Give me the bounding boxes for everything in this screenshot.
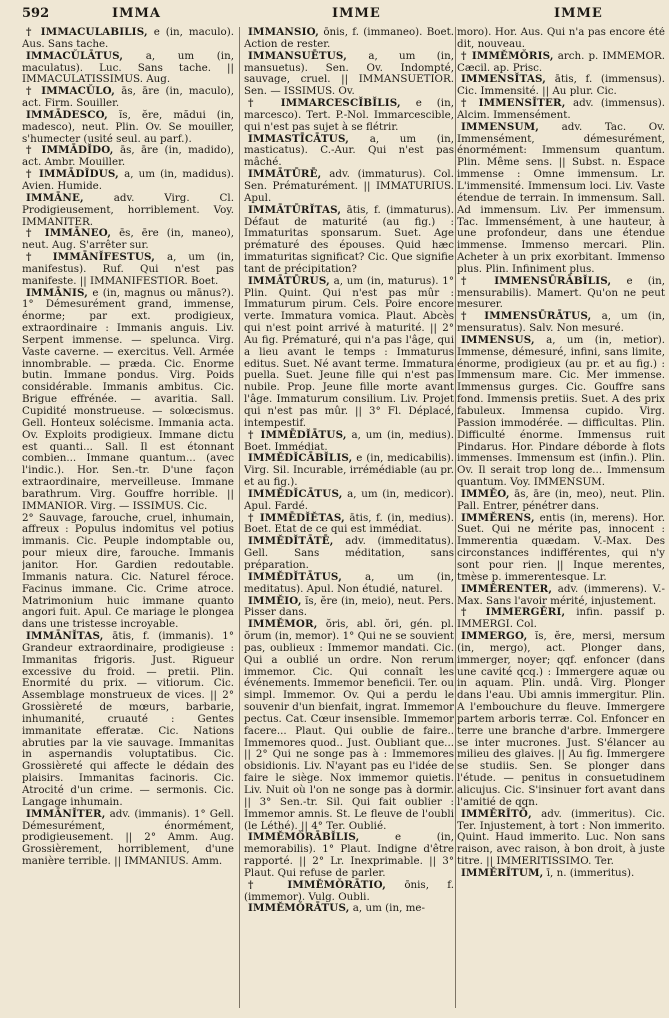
headword: † IMMĀDĬDUS,	[26, 168, 119, 181]
dictionary-entry	[244, 51, 454, 98]
headword: IMMĀNĬTAS,	[26, 630, 104, 643]
definition-text: a, um (in, maturus). 1° Plin. Quint. Qui n'est pas mûr : Immaturum pirum. Cels. Poire encore verte. Immatura vomica. Plaut. Abcès qui n'est point arrivé à maturité. || 2° Au fig. Prématuré, qui n'a pas l'âge, qui a lieu avant le temps : Immaturus editus. Suet. Né avant terme. Immatura puella. Suet. Jeune fille qui n'est pas nubile. Prop. Jeune fille morte avant l'âge. Immaturum consilium. Liv. Projet qui n'est pas mûr. || 3° Fl. Déplacé, intempestif.	[244, 274, 454, 429]
definition-text: adv. (immeritus). Cic. Ter. Injustement, à tort : Non immerito. Quint. Haud immerito. Luc. Non sans raison, avec raison, à bon droit, à juste titre. || IMMERITISSIMO. Ter.	[457, 807, 665, 868]
dictionary-entry	[457, 27, 665, 51]
headword: IMMĔDĬCĀBĬLIS,	[248, 452, 353, 465]
dictionary-entry	[22, 51, 234, 87]
dictionary-entry	[22, 252, 234, 288]
dictionary-entry	[457, 276, 665, 312]
headword: † IMMACŬLĀBĬLIS,	[26, 27, 148, 38]
headword: IMMĔMŎRĀTUS,	[248, 902, 350, 915]
headword: IMMĀNIS,	[26, 286, 89, 299]
dictionary-entry	[244, 572, 454, 596]
dictionary-entry	[22, 631, 234, 809]
dictionary-entry	[244, 453, 454, 489]
dictionary-entry	[244, 98, 454, 134]
dictionary-entry	[244, 880, 454, 904]
column-divider	[455, 27, 456, 1008]
dictionary-entry	[457, 584, 665, 608]
headword: IMMASTĪCĀTUS,	[248, 132, 350, 145]
definition-text: ās, āre (in, meo), neut. Plin. Pall. Entrer, pénétrer dans.	[457, 487, 665, 512]
headword: † IMMĒDĬĀTUS,	[248, 428, 347, 441]
running-head-left: IMMA	[112, 6, 161, 21]
definition-text: ĭs, ĕre (in, meio), neut. Pers. Pisser dans.	[244, 594, 454, 619]
headword: IMMĔRENS,	[461, 511, 535, 524]
dictionary-entry	[22, 145, 234, 169]
definition-text: e (in, medicabilis). Virg. Sil. Incurable, irrémédiable (au pr. et au fig.).	[244, 452, 454, 489]
headword: † IMMENSŪRĀTUS,	[461, 310, 592, 323]
dictionary-entry	[244, 169, 454, 205]
dictionary-entry	[457, 868, 665, 880]
page-number: 592	[22, 6, 50, 21]
headword: † IMMĀNĬFESTUS,	[26, 251, 156, 264]
definition-text: ĭs, ĕre, mersi, mersum (in, mergo), act. Plonger dans, immerger, noyer; qqf. enfoncer (dans une cavité qcq.) : Immergere aquæ ou in aquam. Plin. undâ. Virg. Plonger dans l'eau. Ubi amnis immergitur. Plin. A l'embouchure du fleuve. Immergere partem arboris terræ. Col. Enfoncer en terre une branche d'arbre. Immergere se inter mucrones. Just. S'élancer au milieu des glaives. || Au fig. Immergere se studiis. Sen. Se plonger dans l'étude. — penitus in consuetudinem alicujus. Cic. S'insinuer fort avant dans l'amitié de qqn.	[457, 630, 665, 808]
headword: IMMĀTŪRĬTAS,	[248, 203, 342, 216]
definition-text: ēs, ēre (in, maneo), neut. Aug. S'arrêter sur.	[22, 227, 234, 252]
dictionary-entry	[22, 513, 234, 631]
dictionary-entry	[244, 134, 454, 170]
headword: IMMĔRENTER,	[461, 582, 553, 595]
dictionary-entry	[244, 276, 454, 430]
definition-text: adv. (immanis). 1° Gell. Démesurément, énormément, prodigieusement. || 2° Amm. Aug. Grossièrement, horriblement, d'une manière terrible. || IMMANIUS. Amm.	[22, 807, 234, 868]
headword: † IMMĒDĬĔTAS,	[248, 511, 345, 524]
headword: IMMĔRĬTUM,	[461, 866, 544, 879]
dictionary-entry	[244, 489, 454, 513]
dictionary-entry	[457, 335, 665, 489]
dictionary-entry	[22, 809, 234, 868]
dictionary-entry	[244, 430, 454, 454]
headword: IMMĀDESCO,	[26, 108, 108, 121]
definition-text: moro). Hor. Aus. Qui n'a pas encore été dit, nouveau.	[457, 27, 665, 50]
definition-text: ātis, f. (immensus). Cic. Immensité. || Au plur. Cic.	[457, 73, 665, 98]
dictionary-entry	[22, 228, 234, 252]
headword: IMMĔRĬTŌ,	[461, 807, 532, 820]
dictionary-entry	[244, 832, 454, 879]
headword: IMMĔMŎRĀBĬLIS,	[248, 831, 360, 844]
definition-text: ī, n. (immeritus).	[546, 866, 635, 879]
headword: IMMANSUĒTUS,	[248, 49, 347, 62]
definition-text: a, um (in, medius). Boet. Immédiat.	[244, 428, 454, 453]
dictionary-entry	[22, 27, 234, 51]
definition-text: ās, āre (in, madido), act. Ambr. Mouiller.	[22, 144, 234, 169]
definition-text: a, um (in, maculatus). Luc. Sans tache. || IMMACULATISSIMUS. Aug.	[22, 49, 234, 86]
headword: IMMĔDĬTĀTĒ,	[248, 535, 334, 548]
dictionary-entry	[457, 489, 665, 513]
headword: † IMMERGĔRI,	[461, 606, 566, 619]
definition-text: e (in, magnus ou mānus?). 1° Démesurément grand, immense, énorme; par ext. prodigieux, extraordinaire : Immanis anguis. Liv. Serpent immense. — spelunca. Virg. Vaste caverne. — exercitus. Vell. Armée innombrable. — præda. Cic. Enorme butin. Immane pondus. Virg. Poids considérable. Immanis ambitus. Cic. Brigue effrénée. — avaritia. Sall. Cupidité monstrueuse. — solœcismus. Gell. Honteux solécisme. Immania acta. Ov. Exploits prodigieux. Immane dictu est quanti... Sall. Il est étonnant combien... Immane quantum... (avec l'indic.). Hor. Sen.-tr. D'une façon extraordinaire, merveilleuse. Immane barathrum. Virg. Gouffre horrible. || IMMANIOR. Virg. — ISSIMUS. Cic.	[22, 286, 234, 512]
definition-text: a, um (in, manifestus). Ruf. Qui n'est pas manifeste. || IMMANIFESTIOR. Boet.	[22, 251, 234, 287]
definition-text: a, um (in, mansuetus). Sen. Ov. Indompté, sauvage, cruel. || IMMANSUETIOR. Sen. — ISSIMUS. Ov.	[244, 49, 454, 98]
headword: † IMMĀDĬDO,	[26, 144, 114, 157]
definition-text: a, um (in, meditatus). Apul. Non étudié, naturel.	[244, 570, 454, 595]
definition-text: ōnis, f. (immaneo). Boet. Action de rester.	[244, 27, 454, 50]
running-head-center: IMME	[332, 6, 381, 21]
dictionary-entry	[457, 74, 665, 98]
definition-text: e (in, memorabilis). 1° Plaut. Indigne d'être rapporté. || 2° Lr. Inexprimable. || 3° Plaut. Qui refuse de parler.	[244, 831, 454, 879]
headword: IMMĀNE,	[26, 191, 84, 204]
dictionary-entry	[22, 86, 234, 110]
definition-text: ās, āre (in, maculo), act. Firm. Souiller.	[22, 85, 234, 110]
definition-text: a, um (in, masticatus). C.-Aur. Qui n'est pas mâché.	[244, 132, 454, 169]
running-head-right: IMME	[554, 6, 603, 21]
definition-text: e (in, marcesco). Tert. P.-Nol. Immarcescible, qui n'est pas sujet à se flétrir.	[244, 97, 454, 133]
definition-text: ātis, f. (immaturus). Défaut de maturité (au fig.) : Immaturitas sponsarum. Suet. Age prématuré des épouses. Quid hæc immaturitas significat? Cic. Que signifie tant de précipitation?	[244, 203, 454, 275]
headword: IMMĔO,	[461, 487, 510, 500]
headword: † IMMĀNEO,	[26, 227, 112, 240]
dictionary-entry	[457, 809, 665, 868]
page-header	[22, 6, 661, 26]
column-right	[457, 27, 665, 1010]
definition-text: arch. p. IMMEMOR. Cæcil. ap. Prisc.	[457, 49, 665, 74]
dictionary-entry	[244, 513, 454, 537]
headword: IMMĔIO,	[248, 594, 302, 607]
dictionary-entry	[244, 205, 454, 276]
dictionary-entry	[457, 98, 665, 122]
definition-text: ātis, f. (immanis). 1° Grandeur extraordinaire, prodigieuse : Immanitas frigoris. Just. Rigueur excessive du froid. — pretii. Plin. Enormité du prix. — vitiorum. Cic. Assemblage monstrueux de vices. || 2° Grossièreté de mœurs, barbarie, inhumanité, cruauté : Gentes immanitate efferatæ. Cic. Nations abruties par la vie sauvage. Immanitas in aspernandis voluptatibus. Cic. Grossièreté qui affecte le dédain des plaisirs. Immanitas facinoris. Cic. Atrocité d'un crime. — sermonis. Cic. Langage inhumain.	[22, 630, 234, 808]
headword: IMMĔDĬTĀTUS,	[248, 570, 342, 583]
definition-text: adv. Virg. Cl. Prodigieusement, horriblement. Voy. IMMANITER.	[22, 191, 234, 228]
definition-text: a, um (in, mensuratus). Salv. Non mesuré.	[457, 310, 665, 335]
headword: IMMENSUM,	[461, 120, 540, 133]
headword: IMMANSIO,	[248, 27, 320, 38]
definition-text: entis (in, merens). Hor. Suet. Qui ne mérite pas, innocent : Immerentia quædam. V.-Max. Des circonstances indifférentes, qui n'y sont pour rien. || Inque merentes, tmèse p. immerentesque. Lr.	[457, 511, 665, 583]
column-divider	[239, 27, 240, 1008]
column-middle	[244, 27, 454, 1010]
headword: IMMERGO,	[461, 630, 528, 643]
definition-text: adv. Tac. Ov. Immensément, démesurément, énormément: Immensum quantum. Plin. Même sens. || Subst. n. Espace immense : Omne immensum. Lr. L'immensité. Immensum loci. Liv. Vaste étendue de terrain. In immensum. Sall. Ad immensum. Liv. Per immensum. Tac. Immensément, à une hauteur, à une profondeur, dans une étendue immense. Immenso mercari. Plin. Acheter à un prix exorbitant. Immenso plus. Plin. Infiniment plus.	[457, 120, 665, 275]
dictionary-entry	[457, 513, 665, 584]
definition-text: a, um (in, me-	[352, 902, 425, 915]
headword: IMMENSĬTAS,	[461, 73, 547, 86]
headword: IMMACŬLĀTUS,	[26, 49, 124, 62]
definition-text: e (in, mensurabilis). Mamert. Qu'on ne peut mesurer.	[457, 274, 665, 311]
definition-text: ātis, f. (in, medius). Boet. Etat de ce qui est immédiat.	[244, 511, 454, 536]
headword: † IMMACŬLO,	[26, 85, 116, 98]
headword: † IMMĔMŎRIS,	[461, 49, 554, 62]
dictionary-entry	[457, 631, 665, 809]
dictionary-entry	[244, 903, 454, 915]
dictionary-entry	[244, 27, 454, 51]
definition-text: ĭs, ĕre, mădui (in, madesco), neut. Plin. Ov. Se mouiller, s'humecter (usité seul. au parf.).	[22, 108, 234, 145]
definition-text: a, um (in, medicor). Apul. Fardé.	[244, 487, 454, 512]
definition-text: adv. (immerens). V.-Max. Sans l'avoir mérité, injustement.	[457, 582, 665, 607]
definition-text: e (in, maculo). Aus. Sans tache.	[22, 27, 234, 50]
dictionary-entry	[22, 169, 234, 193]
definition-text: a, um (in, metior). Immense, démesuré, infini, sans limite, énorme, prodigieux (au pr. et au fig.) : Immensum mare. Cic. Mer immense. Immensus gurges. Cic. Gouffre sans fond. Immensis pretiis. Suet. A des prix fabuleux. Immensa cupido. Virg. Passion immodérée. — difficultas. Plin. Difficulté énorme. Immensus ruit Pindarus. Hor. Pindare déborde à flots immenses. Immensum est (infin.). Plin. Ov. Il serait trop long de... Immensum quantum. Voy. IMMENSUM.	[457, 333, 665, 489]
dictionary-entry	[457, 607, 665, 631]
dictionary-entry	[244, 536, 454, 572]
definition-text: adv. (immeditatus). Gell. Sans méditation, sans préparation.	[244, 535, 454, 571]
dictionary-entry	[457, 122, 665, 276]
dictionary-entry	[22, 193, 234, 229]
definition-text: a, um (in, madidus). Avien. Humide.	[22, 168, 234, 192]
definition-text: ōnis, f. (immemor). Vulg. Oubli.	[244, 878, 454, 903]
headword: † IMMĔMŎRĀTIO,	[248, 878, 387, 891]
headword: IMMĀNĬTER,	[26, 807, 106, 820]
dictionary-entry	[22, 110, 234, 146]
definition-text: adv. (immaturus). Col. Sen. Prématurément. || IMMATURIUS. Apul.	[244, 168, 454, 204]
headword: IMMĀTŪRĒ,	[248, 168, 322, 181]
definition-text: infin. passif p. IMMERGI. Col.	[457, 606, 665, 631]
dictionary-entry	[22, 288, 234, 513]
headword: IMMĀTŪRUS,	[248, 274, 330, 287]
definition-text: adv. (immensus). Alcim. Immensément.	[457, 97, 665, 121]
headword: † IMMENSĬTER,	[461, 97, 566, 110]
dictionary-entry	[457, 311, 665, 335]
dictionary-entry	[244, 619, 454, 832]
column-left	[22, 27, 234, 1010]
definition-text: 2° Sauvage, farouche, cruel, inhumain, affreux : Populus indomitus vel potius immanis. Cic. Peuple indomptable ou, pour mieux dire, farouche. Immanis janitor. Hor. Gardien redoutable. Immanis natura. Cic. Naturel féroce. Facinus immane. Cic. Crime atroce. Matrimonium huic immane quanto angori fuit. Apul. Ce mariage le plongea dans une tristesse incroyable.	[22, 511, 234, 631]
headword: † IMMARCESCĬBĬLIS,	[248, 97, 401, 110]
headword: IMMĔMOR,	[248, 618, 318, 631]
headword: IMMĔDĬCĀTUS,	[248, 487, 343, 500]
definition-text: ŏris, abl. ŏri, gén. pl. ŏrum (in, memor). 1° Qui ne se souvient pas, oublieux : Immemor mandati. Cic. Qui a oublié un ordre. Non rerum immemor. Cic. Qui connaît les événements. Immemor beneficii. Ter. ou simpl. Immemor. Ov. Qui a perdu le souvenir d'un bienfait, ingrat. Immemor pectus. Cat. Cœur insensible. Immemor facere... Plaut. Qui oublie de faire.. Immemores quod.. Just. Oubliant que... || 2° Qui ne songe pas à : Immemores obsidionis. Liv. N'ayant pas eu l'idée de faire le siège. Nox immemor quietis. Liv. Nuit où l'on ne songe pas à dormir. || 3° Sen.-tr. Sil. Qui fait oublier : Immemor amnis. St. Le fleuve de l'oubli (le Léthé). || 4° Ter. Oublié.	[244, 618, 454, 832]
dictionary-entry	[457, 51, 665, 75]
dictionary-entry	[244, 596, 454, 620]
headword: IMMENSUS,	[461, 333, 535, 346]
headword: † IMMENSŪRĀBĬLIS,	[461, 274, 612, 287]
